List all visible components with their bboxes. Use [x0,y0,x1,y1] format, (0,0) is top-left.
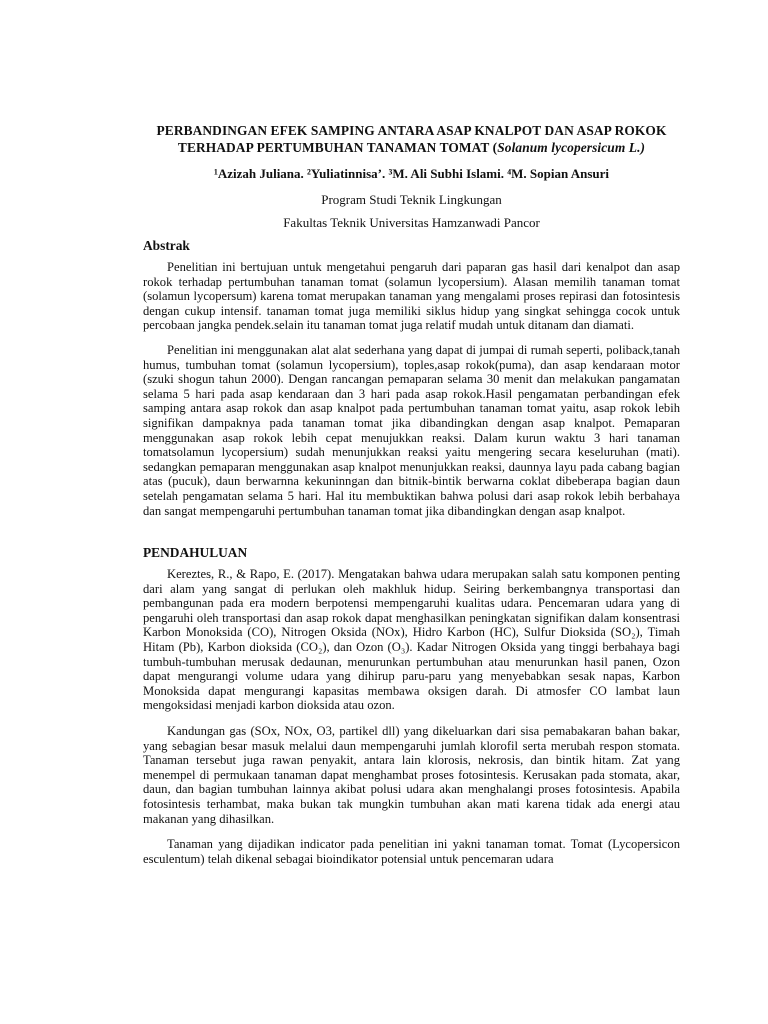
paper-title [143,122,680,156]
introduction-paragraph: Kandungan gas (SOx, NOx, O3, partikel dll) yang dikeluarkan dari sisa pemabakaran bahan bakar, yang sebagian besar masuk melalui daun mempengaruhi jumlah klorofil serta merubah respon stomata. Tanaman tersebut juga rawan penyakit, antara lain klorosis, nekrosis, dan bintik hitam. Zat yang menempel di permukaan tanaman dapat menghambat proses fotosintesis. Kerusakan pada stomata, akar, daun, dan bagian tumbuhan lainnya akibat polusi udara akan menghalangi proses fotosintesis. Apabila fotosintesis terhambat, maka bukan tak mungkin tumbuhan akan mati karena tidak ada energi atau makanan yang dihasilkan. [143,724,680,826]
introduction-heading: PENDAHULUAN [143,545,248,561]
introduction-paragraph: Kereztes, R., & Rapo, E. (2017). Mengatakan bahwa udara merupakan salah satu komponen penting dari alam yang sangat di perlukan oleh makhluk hidup. Seiring berkembangnya transportasi dan pembangunan pada era modern berpotensi mempengaruhi kualitas udara. Pencemaran udara yang di pengaruhi oleh transportasi dan asap rokok dapat menghasilkan peningkatan signifikan dalam konsentrasi Karbon Monoksida (CO), Nitrogen Oksida (NOx), Hidro Karbon (HC), Sulfur Dioksida (SO₂), Timah Hitam (Pb), Karbon dioksida (CO₂), dan Ozon (O₃). Kadar Nitrogen Oksida yang tinggi berbahaya bagi tumbuh-tumbuhan merusak dedaunan, menurunkan pertumbuhan atau menurunkan hasil panen, Ozon dapat mengurangi volume udara yang dihirup paru-paru yang menyebabkan sesak napas, Karbon Monoksida dapat mengurangi kapasitas membawa oksigen darah. Di atmosfer CO lambat laun mengoksidasi menjadi karbon dioksida atau ozon. [143,567,680,713]
affiliation-faculty: Fakultas Teknik Universitas Hamzanwadi Pancor [283,215,540,230]
abstract-heading: Abstrak [143,238,190,253]
abstract-paragraph: Penelitian ini menggunakan alat alat sederhana yang dapat di jumpai di rumah seperti, poliback,tanah humus, tumbuhan tomat (solamun lycopersium), toples,asap rokok(puma), dan asap kendaraan motor (szuki shogun tahun 2000). Dengan rancangan pemaparan selama 30 menit dan melakukan pangamatan selama 5 hari pada asap kendaraan dan 3 hari pada asap rokok.Hasil pengamatan perbandingan efek samping antara asap rokok dan asap knalpot pada pertumbuhan tanaman tomat yaitu, asap rokok lebih signifikan dampaknya pada tanaman tomat jika dibandingkan dengan asap knalpot. Pemaparan menggunakan asap rokok lebih cepat menujukkan reaksi. Dalam kurun waktu 3 hari tanaman tomatsolamun lycopersium) sudah menunjukkan reaksi yaitu mengering secara keseluruhan (mati). sedangkan pemaparan menggunakan asap knalpot menunjukkan reaksi, daunnya layu pada cabang bagian atas (pucuk), daun berwarnna kekuninngan dan bitnik-bintik berwarna coklat dibeberapa bagian daun setelah pengamatan selama 5 hari. Hal itu membuktikan bahwa polusi dari asap rokok lebih berbahaya dan sangat mempengaruhi pertumbuhan tanaman tomat jika dibandingkan dengan asap knalpot. [143,342,680,518]
paper-page [143,122,680,866]
abstract-paragraph: Penelitian ini bertujuan untuk mengetahui pengaruh dari paparan gas hasil dari kenalpot dan asap rokok terhadap pertumbuhan tanaman tomat (solamun lycopersium). Alasan memilih tanaman tomat (solamun lycopersum) karena tomat merupakan tanaman yang mengalami proses repirasi dan fotosintesis dengan cukup intensif. tanaman tomat juga memiliki siklus hidup yang singkat sehingga cocok untuk percobaan jangka pendek.selain itu tanaman tomat juga relatif mudah untuk ditanam dan diamati. [143,260,680,333]
paper-title-main: PERBANDINGAN EFEK SAMPING ANTARA ASAP KNALPOT DAN ASAP ROKOK TERHADAP PERTUMBUHAN TANAMAN TOMAT ( [156,123,667,155]
affiliation-program: Program Studi Teknik Lingkungan [321,192,502,207]
introduction-paragraph: Tanaman yang dijadikan indicator pada penelitian ini yakni tanaman tomat. Tomat (Lycopersicon esculentum) telah dikenal sebagai bioindikator potensial untuk pencemaran udara [143,837,680,866]
author-list: ¹Azizah Juliana. ²Yuliatinnisa’. ³M. Ali Subhi Islami. ⁴M. Sopian Ansuri [213,166,610,181]
paper-title-species: Solanum lycopersicum L.) [497,140,646,155]
